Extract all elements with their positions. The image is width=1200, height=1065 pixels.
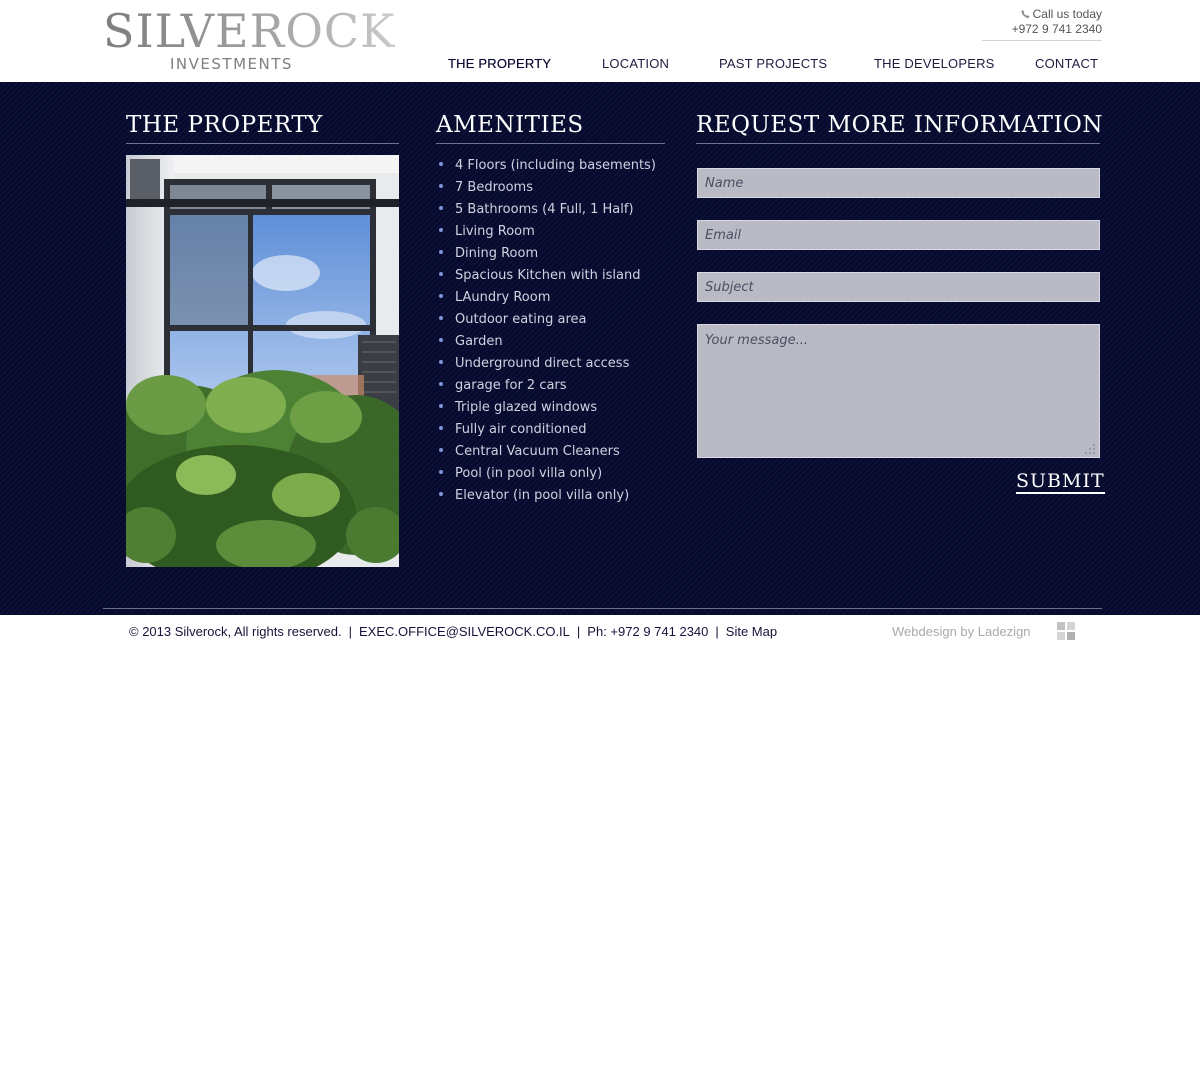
amenity-item: [437, 221, 677, 243]
amenity-item: [437, 353, 677, 375]
amenity-text: Pool (in pool villa only): [455, 466, 603, 481]
bullet-icon: [439, 294, 443, 298]
bullet-icon: [439, 206, 443, 210]
request-info-heading-rule: [696, 143, 1100, 144]
footer-separator: |: [715, 624, 719, 639]
submit-button[interactable]: SUBMIT: [1016, 470, 1105, 492]
request-info-heading: REQUEST MORE INFORMATION: [696, 112, 1104, 138]
resize-grip-icon[interactable]: [1082, 443, 1096, 455]
bullet-icon: [439, 272, 443, 276]
bullet-icon: [439, 470, 443, 474]
property-heading: THE PROPERTY: [126, 112, 323, 138]
footer-separator: |: [576, 624, 581, 639]
amenity-text: Living Room: [455, 224, 535, 239]
amenity-text: Garden: [455, 334, 503, 349]
amenity-text: Central Vacuum Cleaners: [455, 444, 620, 459]
amenity-item: [437, 485, 677, 507]
call-us-label: Call us today: [1032, 7, 1102, 21]
footer-phone: Ph: +972 9 741 2340: [587, 624, 709, 639]
amenity-item: [437, 419, 677, 441]
ladezign-logo-icon[interactable]: [1057, 622, 1075, 640]
amenity-text: Triple glazed windows: [455, 400, 598, 415]
amenity-item: [437, 265, 677, 287]
main-nav: [0, 56, 1200, 76]
logo-subtitle: INVESTMENTS: [170, 55, 293, 73]
bullet-icon: [439, 426, 443, 430]
header-phone-number[interactable]: +972 9 741 2340: [1011, 22, 1102, 36]
site-footer: [0, 615, 1200, 655]
amenity-item: [437, 375, 677, 397]
bullet-icon: [439, 250, 443, 254]
property-photo: [126, 155, 399, 567]
name-input[interactable]: [697, 168, 1100, 198]
amenity-text: Dining Room: [455, 246, 539, 261]
amenity-item: [437, 309, 677, 331]
amenity-item: [437, 331, 677, 353]
call-us-block: [982, 7, 1102, 41]
bullet-icon: [439, 404, 443, 408]
email-input[interactable]: [697, 220, 1100, 250]
amenity-item: [437, 463, 677, 485]
property-heading-rule: [126, 143, 399, 144]
footer-email-link[interactable]: EXEC.OFFICE@SILVEROCK.CO.IL: [359, 624, 570, 639]
amenity-text: 4 Floors (including basements): [455, 158, 656, 173]
amenity-text: Spacious Kitchen with island: [455, 268, 641, 283]
amenity-item: [437, 177, 677, 199]
amenity-text: Fully air conditioned: [455, 422, 587, 437]
logo-wordmark: SILVEROCK: [103, 4, 396, 58]
bullet-icon: [439, 316, 443, 320]
amenity-text: garage for 2 cars: [455, 378, 567, 393]
amenity-text: 5 Bathrooms (4 Full, 1 Half): [455, 202, 634, 217]
nav-past-projects[interactable]: PAST PROJECTS: [719, 56, 828, 71]
bullet-icon: [439, 162, 443, 166]
site-header: [0, 0, 1200, 82]
amenity-text: Underground direct access: [455, 356, 630, 371]
amenity-text: Outdoor eating area: [455, 312, 587, 327]
site-map-link[interactable]: Site Map: [725, 624, 778, 639]
footer-separator: |: [348, 624, 353, 639]
content-band: [0, 82, 1200, 615]
amenity-item: [437, 287, 677, 309]
bullet-icon: [439, 228, 443, 232]
footer-info: [129, 624, 777, 639]
nav-contact[interactable]: CONTACT: [1035, 56, 1099, 71]
amenities-heading: AMENITIES: [436, 112, 584, 138]
nav-the-developers[interactable]: THE DEVELOPERS: [874, 56, 995, 71]
webdesign-credit[interactable]: Webdesign by Ladezign: [892, 624, 1031, 639]
amenity-text: LAundry Room: [455, 290, 551, 305]
copyright-text: © 2013 Silverock, All rights reserved.: [129, 624, 342, 639]
bullet-icon: [439, 382, 443, 386]
bullet-icon: [439, 338, 443, 342]
amenity-text: Elevator (in pool villa only): [455, 488, 630, 503]
amenity-item: [437, 397, 677, 419]
nav-location[interactable]: LOCATION: [602, 56, 670, 71]
bullet-icon: [439, 184, 443, 188]
footer-divider: [103, 608, 1102, 609]
subject-input[interactable]: [697, 272, 1100, 302]
amenities-list: [437, 155, 677, 507]
bullet-icon: [439, 492, 443, 496]
amenity-item: [437, 199, 677, 221]
amenity-item: [437, 243, 677, 265]
amenity-item: [437, 155, 677, 177]
bullet-icon: [439, 448, 443, 452]
call-us-line: [982, 7, 1102, 41]
message-textarea[interactable]: [697, 324, 1100, 458]
bullet-icon: [439, 360, 443, 364]
nav-the-property[interactable]: THE PROPERTY: [448, 56, 552, 71]
phone-icon: [1021, 9, 1030, 19]
amenities-heading-rule: [436, 143, 665, 144]
amenity-text: 7 Bedrooms: [455, 180, 533, 195]
amenity-item: [437, 441, 677, 463]
